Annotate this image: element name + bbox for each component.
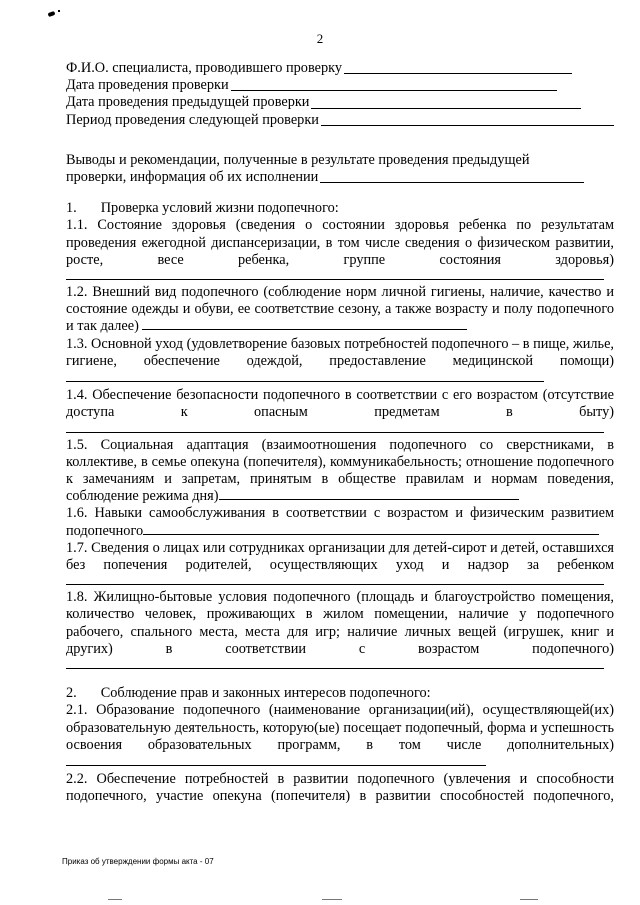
scan-edge [322,899,342,900]
inspector-line [66,60,614,77]
blank-line[interactable] [311,108,581,109]
item-1-1: 1.1. Состояние здоровья (сведения о состоянии здоровья ребенка по результатам проведения ежегодной диспансеризации, в том числе сведения о физическом развитии, росте, весе ребенка, группе состояния здоровья) [66,217,614,268]
conclusions-label: проверки, информация об их исполнении [66,169,319,186]
section1-title [66,200,614,217]
footer-note: Приказ об утверждении формы акта - 07 [62,857,214,866]
item-2-1: 2.1. Образование подопечного (наименование организации(ий), осуществляющей(их) образовательную деятельность, которую(ые) посещает подопечный, форма и успешность освоения образовательных программ, в том числе дополнительных) [66,702,614,771]
prev-check-date-label: Дата проведения предыдущей проверки [66,94,310,111]
section1-number: 1. [66,200,77,217]
conclusions-line2 [66,169,614,186]
blank-line[interactable] [231,90,557,91]
item-1-2: 1.2. Внешний вид подопечного (соблюдение норм личной гигиены, наличие, качество и состояние одежды и обуви, ее соответствие сезону, а также возрасту и полу подопечного и так далее) [66,284,614,335]
section1-title-text: Проверка условий жизни подопечного: [100,200,339,217]
check-date-label: Дата проведения проверки [66,77,229,94]
blank-line[interactable] [66,269,604,280]
blank-line[interactable] [66,765,486,766]
ink-dot [58,10,60,12]
section2-title-text: Соблюдение прав и законных интересов подопечного: [100,685,431,702]
blank-line[interactable] [321,125,614,126]
blank-line[interactable] [66,658,604,669]
item-2-2: 2.2. Обеспечение потребностей в развитии подопечного (увлечения и способности подопечного, участие опекуна (попечителя) в развитии способностей подопечного, [66,771,614,805]
prev-check-date-line [66,94,614,111]
page-number: 2 [316,31,324,46]
document-body [66,60,614,806]
check-date-line [66,77,614,94]
blank-line[interactable] [66,422,604,433]
item-1-7: 1.7. Сведения о лицах или сотрудниках организации для детей-сирот и детей, оставшихся без попечения родителей, осуществляющих уход и надзор за ребенком [66,539,614,574]
ink-mark [48,11,56,17]
section2-title [66,685,614,702]
item-1-3: 1.3. Основной уход (удовлетворение базовых потребностей подопечного – в пище, жилье, гигиене, обеспечение одеждой, предоставление медицинской помощи) [66,336,614,388]
item-1-4: 1.4. Обеспечение безопасности подопечного в соответствии с его возрастом (отсутствие доступа к опасным предметам в быту) [66,387,614,421]
blank-line[interactable] [66,574,604,585]
next-check-period-label: Период проведения следующей проверки [66,111,319,128]
blank-line[interactable] [142,329,467,330]
section2-number: 2. [66,685,77,702]
item-1-5: 1.5. Социальная адаптация (взаимоотношения подопечного со сверстниками, в коллективе, в семье опекуна (попечителя), коммуникабельность; отношение подопечного к замечаниям и запретам, принятым в обществе правилам и нормам поведения, соблюдение режима дня) [66,436,614,505]
blank-line[interactable] [143,534,599,535]
blank-line[interactable] [66,381,544,382]
blank-line[interactable] [344,73,572,74]
item-1-8: 1.8. Жилищно-бытовые условия подопечного (площадь и благоустройство помещения, количество человек, проживающих в жилом помещении, наличие у подопечного рабочего, спального места, места для игр; наличие личных вещей (игрушек, книг и других) в соответствии с возрастом подопечного) [66,589,614,657]
next-check-period-line [66,112,614,129]
inspector-label: Ф.И.О. специалиста, проводившего проверку [66,60,343,76]
scan-edge [520,899,538,900]
item-1-6: 1.6. Навыки самообслуживания в соответствии с возрастом и физическим развитием подопечного [66,505,614,539]
blank-line[interactable] [320,182,584,183]
blank-line[interactable] [219,499,519,500]
conclusions-line1: Выводы и рекомендации, полученные в результате проведения предыдущей [66,151,530,168]
scan-edge [108,899,122,900]
